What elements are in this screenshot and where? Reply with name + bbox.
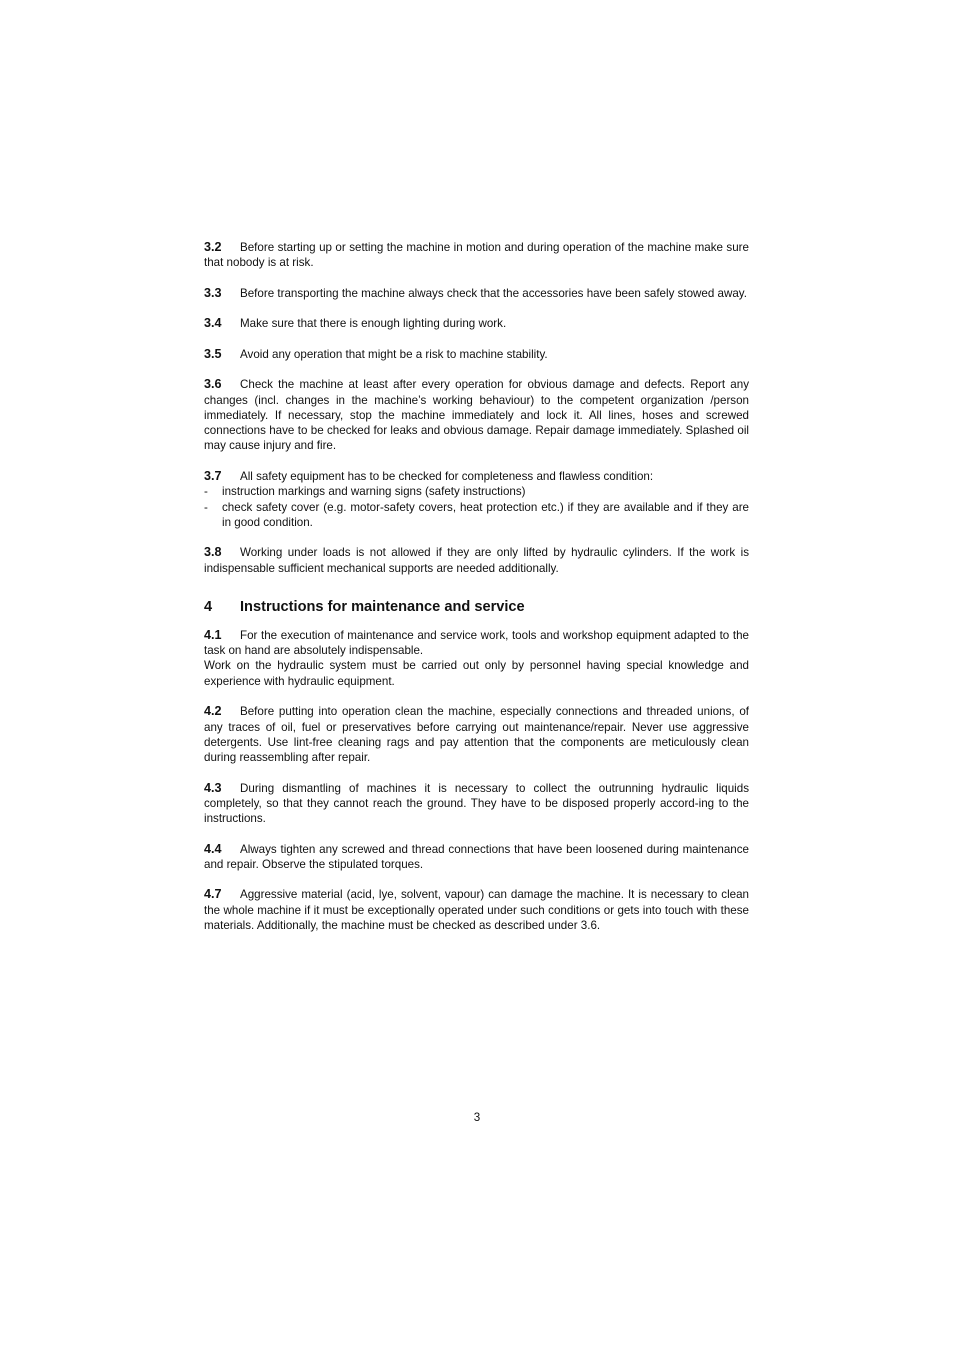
paragraph-3-4	[204, 316, 749, 331]
paragraph-4-4	[204, 842, 749, 873]
paragraph-number: 3.6	[204, 377, 222, 392]
paragraph-text: All safety equipment has to be checked for completeness and flawless condition:	[240, 469, 654, 483]
paragraph-3-8	[204, 545, 749, 576]
paragraph-text: Aggressive material (acid, lye, solvent, vapour) can damage the machine. It is necessary to clean the whole machine if it must be exceptionally operated under such conditions or gets into touch with these materials. Additionally, the machine must be checked as described under 3.6.	[204, 888, 749, 933]
paragraph-extra-text: Work on the hydraulic system must be carried out only by personnel having special knowledge and experience with hydraulic equipment.	[204, 659, 749, 688]
bullet-list	[204, 484, 749, 530]
bullet-dash: -	[204, 500, 208, 514]
page-number: 3	[473, 1111, 481, 1124]
paragraph-number: 3.8	[204, 545, 222, 560]
paragraph-4-7	[204, 887, 749, 933]
paragraph-number: 3.2	[204, 240, 222, 254]
paragraph-text: During dismantling of machines it is necessary to collect the outrunning hydraulic liquids completely, so that they cannot reach the ground. They have to be disposed properly accord-ing to the instructions.	[204, 781, 749, 826]
paragraph-3-3	[204, 286, 749, 301]
paragraph-text: For the execution of maintenance and service work, tools and workshop equipment adapted to the task on hand are absolutely indispensable.	[204, 628, 749, 658]
paragraph-text: Always tighten any screwed and thread connections that have been loosened during maintenance and repair. Observe the stipulated torques.	[204, 842, 749, 871]
list-item	[204, 484, 749, 499]
paragraph-3-5	[204, 347, 749, 362]
paragraph-number: 4.7	[204, 887, 222, 902]
paragraph-number: 4.1	[204, 627, 222, 642]
paragraph-number: 3.5	[204, 346, 222, 361]
paragraph-number: 4.3	[204, 780, 222, 795]
paragraph-text: Before starting up or setting the machine in motion and during operation of the machine make sure that nobody is at risk.	[204, 241, 749, 270]
paragraph-text: Before transporting the machine always check that the accessories have been safely stowed away.	[240, 286, 747, 300]
paragraph-text: Avoid any operation that might be a risk to machine stability.	[240, 347, 548, 361]
paragraph-4-3	[204, 781, 749, 827]
paragraph-number: 3.3	[204, 285, 222, 300]
paragraph-number: 4.4	[204, 841, 222, 856]
document-body	[204, 240, 749, 949]
section-number: 4	[204, 598, 213, 615]
list-item-text: check safety cover (e.g. motor-safety covers, heat protection etc.) if they are available and if they are in good condition.	[222, 500, 749, 529]
section-heading	[204, 598, 749, 616]
list-item-text: instruction markings and warning signs (safety instructions)	[222, 485, 526, 499]
paragraph-3-2	[204, 240, 749, 271]
paragraph-text: Make sure that there is enough lighting during work.	[240, 317, 507, 331]
paragraph-4-1	[204, 628, 749, 689]
paragraph-text: Check the machine at least after every operation for obvious damage and defects. Report any changes (incl. changes in the machine’s working behaviour) to the competent organization /person immediately. If necessary, stop the machine immediately and lock it. All lines, hoses and screwed connections have to be checked for leaks and obvious damage. Repair damage immediately. Splashed oil may cause injury and fire.	[204, 378, 749, 453]
paragraph-text: Before putting into operation clean the machine, especially connections and threaded unions, of any traces of oil, fuel or preservatives before carrying out maintenance/repair. Never use aggressive detergents. Use lint-free cleaning rags and pay attention that the components are meticulously clean during reassembling after repair.	[204, 705, 749, 765]
paragraph-3-6	[204, 377, 749, 453]
paragraph-3-7	[204, 469, 749, 530]
paragraph-number: 4.2	[204, 704, 222, 719]
paragraph-text: Working under loads is not allowed if they are only lifted by hydraulic cylinders. If the work is indispensable sufficient mechanical supports are needed additionally.	[204, 546, 749, 575]
list-item	[204, 500, 749, 531]
paragraph-4-2	[204, 704, 749, 765]
section-title: Instructions for maintenance and service	[240, 598, 525, 615]
paragraph-number: 3.7	[204, 468, 222, 483]
bullet-dash: -	[204, 485, 208, 499]
paragraph-number: 3.4	[204, 316, 222, 331]
